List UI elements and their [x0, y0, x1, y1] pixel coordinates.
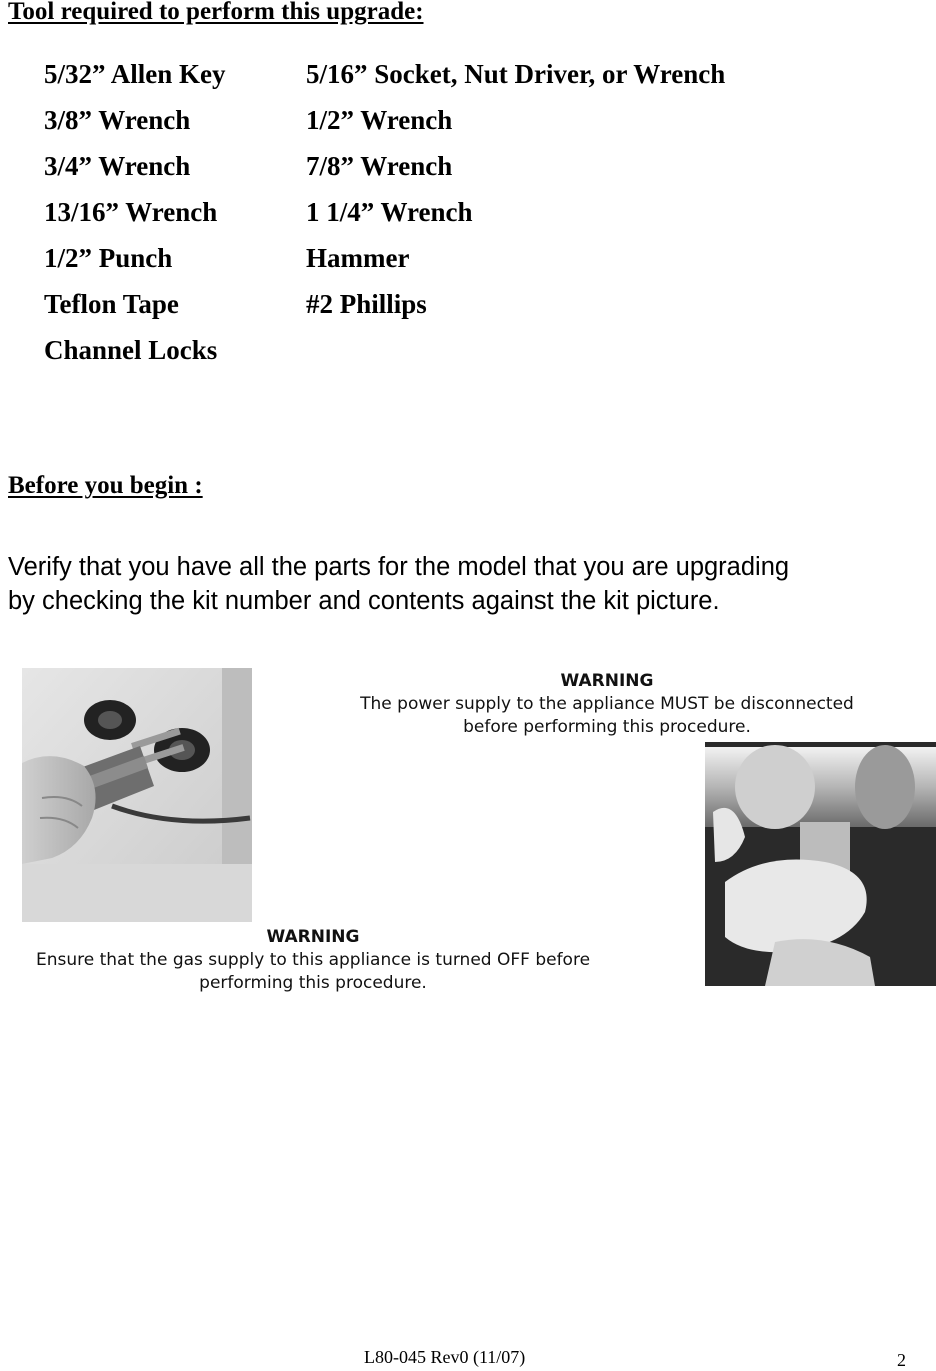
- tool-item: 5/32” Allen Key: [44, 59, 226, 89]
- gas-valve-photo: [705, 742, 936, 986]
- instruction-paragraph: [8, 550, 789, 618]
- before-heading: Before you begin :: [8, 472, 203, 499]
- instruction-line: by checking the kit number and contents against the kit picture.: [8, 587, 720, 615]
- tool-item: 1/2” Wrench: [306, 105, 453, 135]
- document-id: L80-045 Rev0 (11/07): [364, 1347, 526, 1367]
- tools-heading: Tool required to perform this upgrade:: [8, 0, 424, 25]
- tool-item: Channel Locks: [44, 335, 218, 365]
- tool-item: 3/8” Wrench: [44, 105, 191, 135]
- tool-item: 13/16” Wrench: [44, 197, 218, 227]
- tool-item: 1/2” Punch: [44, 243, 173, 273]
- tool-item: Teflon Tape: [44, 289, 179, 319]
- warning-title: WARNING: [266, 927, 360, 947]
- power-warning: [306, 670, 908, 739]
- gas-warning: [0, 926, 626, 995]
- warning-line: before performing this procedure.: [463, 717, 751, 737]
- unplug-photo: [22, 668, 252, 922]
- instruction-line: Verify that you have all the parts for the model that you are upgrading: [8, 553, 790, 581]
- warning-line: performing this procedure.: [199, 973, 427, 993]
- tool-item: 3/4” Wrench: [44, 151, 191, 181]
- tool-item: Hammer: [306, 243, 410, 273]
- tool-item: 7/8” Wrench: [306, 151, 453, 181]
- tool-item: 5/16” Socket, Nut Driver, or Wrench: [306, 59, 726, 89]
- warning-line: Ensure that the gas supply to this appliance is turned OFF before: [35, 950, 591, 970]
- warning-title: WARNING: [560, 671, 654, 691]
- tool-item: #2 Phillips: [306, 289, 427, 319]
- tool-item: 1 1/4” Wrench: [306, 197, 473, 227]
- warning-line: The power supply to the appliance MUST be disconnected: [360, 694, 854, 714]
- page-number: 2: [897, 1350, 906, 1370]
